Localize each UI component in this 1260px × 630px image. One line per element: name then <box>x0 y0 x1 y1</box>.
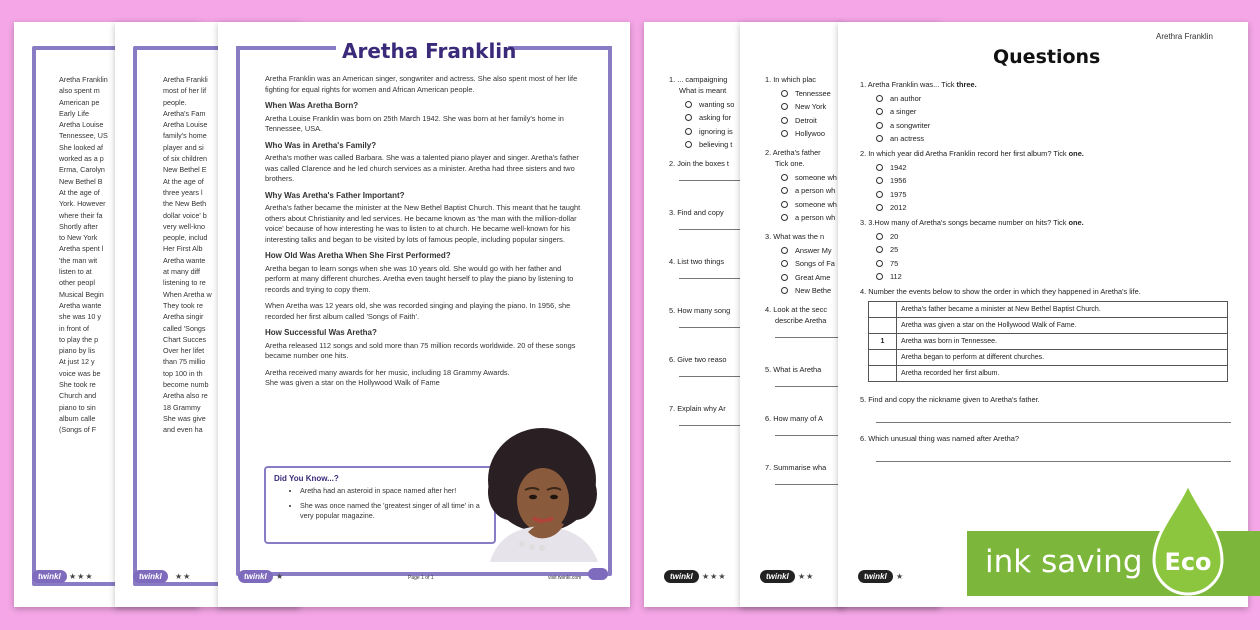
questions-title: Questions <box>993 46 1101 68</box>
radio-circle[interactable] <box>876 135 883 142</box>
text-line: Over her lifet <box>163 346 205 356</box>
ink-saving-label: ink saving <box>985 544 1143 580</box>
text-line: Aretha also re <box>163 391 208 401</box>
option-label: a singer <box>890 107 917 116</box>
option-label: ignoring is <box>699 126 733 136</box>
partner-logo <box>588 568 608 580</box>
order-number-cell[interactable]: 1 <box>869 334 897 350</box>
answer-option[interactable] <box>860 93 1230 104</box>
text-line: worked as a p <box>59 154 104 164</box>
question-sub: Tick one. <box>775 159 805 168</box>
text-line: Aretha Frankli <box>163 75 208 84</box>
question-label: 5. How many song <box>669 306 731 315</box>
option-label: Detroit <box>795 115 817 125</box>
option-label: Tennessee <box>795 88 831 98</box>
radio-circle[interactable] <box>685 141 692 148</box>
difficulty-stars: ★ <box>896 572 905 581</box>
text-line: dollar voice' b <box>163 210 207 220</box>
table-row <box>869 366 1228 382</box>
answer-option[interactable] <box>860 162 1230 173</box>
text-line: Church and <box>59 391 97 401</box>
text-line: Aretha Louise <box>59 120 104 130</box>
text-line: Aretha Franklin <box>59 75 108 84</box>
text-line: Aretha singir <box>163 312 204 322</box>
option-label: New Bethe <box>795 286 832 295</box>
text-line: New Bethel E <box>163 165 207 175</box>
text-line: Aretha wante <box>163 255 206 265</box>
difficulty-stars: ★★ <box>175 572 192 581</box>
order-number-cell[interactable] <box>869 350 897 366</box>
text-line: most of her lif <box>163 86 207 96</box>
text-line: American pe <box>59 97 100 107</box>
option-label: a songwriter <box>890 120 931 130</box>
section-heading: Who Was in Aretha's Family? <box>265 140 377 150</box>
reading-body <box>265 74 585 395</box>
twinkl-logo: twinkl <box>858 570 893 583</box>
text-line: New Bethel B <box>59 176 103 186</box>
option-label: a person wh <box>795 186 836 195</box>
question-3-tick: one. <box>1068 218 1084 227</box>
text-line: where their fa <box>59 210 103 220</box>
answer-option[interactable] <box>860 133 1230 144</box>
aretha-portrait <box>480 420 610 562</box>
question-label: 3. Find and copy <box>669 208 724 217</box>
option-label: believing t <box>699 140 733 149</box>
question-2 <box>860 148 1230 159</box>
option-label: an actress <box>890 134 925 143</box>
text-line: Aretha spent l <box>59 244 104 254</box>
answer-option[interactable] <box>860 175 1230 186</box>
text-line: Shortly after <box>59 221 98 231</box>
option-label: Hollywoo <box>795 129 825 138</box>
text-line: piano by lis <box>59 346 95 356</box>
section-text: Aretha received many awards for her music, including 18 Grammy Awards. She was given a star on the Hollywood Walk of Fame <box>265 367 510 387</box>
text-line: of six children <box>163 154 207 164</box>
text-line: top 100 in th <box>163 368 203 378</box>
answer-option[interactable] <box>860 271 1230 282</box>
text-line: to New York <box>59 233 98 243</box>
text-line: Erma, Carolyn <box>59 165 105 175</box>
radio-circle[interactable] <box>781 247 788 254</box>
option-label: Answer My <box>795 245 832 255</box>
question-label: 4. Look at the secc <box>765 305 828 314</box>
radio-circle[interactable] <box>781 174 788 181</box>
section-text: Aretha released 112 songs and sold more than 75 million records worldwide. 20 of these songs became number one hits. <box>265 340 576 360</box>
order-number-cell[interactable] <box>869 366 897 382</box>
option-label: 1956 <box>890 176 907 185</box>
eco-badge-text: Eco <box>1164 548 1212 576</box>
text-line: Musical Begin <box>59 289 104 299</box>
difficulty-stars: ★★★ <box>702 572 727 581</box>
question-3 <box>860 217 1230 228</box>
radio-circle[interactable] <box>876 260 883 267</box>
answer-option[interactable] <box>860 244 1230 255</box>
text-line: people, includ <box>163 233 208 243</box>
did-you-know-item: • Aretha had an asteroid in space named after her! <box>300 486 486 496</box>
section-text: When Aretha was 12 years old, she was recorded singing and playing the piano. In 1956, she recorded her first album called 'Songs of Faith'. <box>265 301 571 321</box>
event-cell: Aretha was given a star on the Hollywood Walk of Fame. <box>897 318 1228 334</box>
radio-circle[interactable] <box>876 273 883 280</box>
text-line: album calle <box>59 413 96 423</box>
page-title: Aretha Franklin <box>342 39 517 63</box>
text-line: than 75 millio <box>163 357 206 367</box>
radio-circle[interactable] <box>781 260 788 267</box>
radio-circle[interactable] <box>876 108 883 115</box>
text-line: piano to sin <box>59 402 96 412</box>
question-2-tick: one. <box>1068 149 1084 158</box>
question-label: 7. Summarise wha <box>765 463 827 472</box>
eco-leaf-icon <box>1150 482 1226 600</box>
table-row <box>869 350 1228 366</box>
radio-circle[interactable] <box>876 177 883 184</box>
text-line: also spent m <box>59 86 100 96</box>
text-line: the New Beth <box>163 199 207 209</box>
radio-circle[interactable] <box>876 246 883 253</box>
section-text: Aretha's father became the minister at the New Bethel Baptist Church. This meant that he taught others about Christianity and led services. He became known as 'the man with the million-dollar voice' because of how interesting he was to listen to at church. He became well-known for his interesting talks and began to be visited by lots of famous people, including popular singers. <box>265 203 581 244</box>
text-line: to play the p <box>59 334 99 344</box>
option-label: a person wh <box>795 213 836 222</box>
text-line: York. However <box>59 199 106 209</box>
text-line: (Songs of F <box>59 425 97 435</box>
twinkl-logo: twinkl <box>760 570 795 583</box>
order-number-cell[interactable] <box>869 318 897 334</box>
question-label: 1. ... campaigning <box>669 75 728 84</box>
event-cell: Aretha was born in Tennessee. <box>897 334 1228 350</box>
page-number: Page 1 of 1 <box>408 575 434 581</box>
question-label: 2. Join the boxes t <box>669 159 729 168</box>
question-3-text: 3. 3.How many of Aretha's songs became number on hits? Tick <box>860 218 1069 227</box>
event-cell: Aretha recorded her first album. <box>897 366 1228 382</box>
radio-circle[interactable] <box>876 233 883 240</box>
question-4: 4. Number the events below to show the order in which they happened in Aretha's life. <box>860 287 1141 296</box>
radio-circle[interactable] <box>876 191 883 198</box>
text-line: 'the man wit <box>59 255 98 265</box>
text-line: At just 12 y <box>59 357 95 367</box>
text-line: Aretha's Fam <box>163 108 206 118</box>
section-text: Aretha's mother was called Barbara. She was a talented piano player and singer. Aretha's father was called Clarence and he led church services as a minister. Aretha had three sisters and two brothers. <box>265 153 579 183</box>
radio-circle[interactable] <box>781 103 788 110</box>
radio-circle[interactable] <box>781 117 788 124</box>
question-label: 4. List two things <box>669 257 725 266</box>
option-label: 1975 <box>890 189 907 199</box>
text-line: They took re <box>163 300 203 310</box>
question-2-options <box>860 162 1230 214</box>
text-line: 18 Grammy <box>163 402 201 412</box>
option-label: New York <box>795 102 827 111</box>
text-line: very well-kno <box>163 221 205 231</box>
section-heading: How Old Was Aretha When She First Performed? <box>265 251 451 260</box>
text-line: listen to at <box>59 267 92 277</box>
text-line: Aretha Louise <box>163 120 208 130</box>
twinkl-logo: twinkl <box>238 570 273 583</box>
text-line: she was 10 y <box>59 312 101 322</box>
section-heading: Why Was Aretha's Father Important? <box>265 190 405 200</box>
option-label: 25 <box>890 245 899 254</box>
text-line: listening to re <box>163 278 206 288</box>
radio-circle[interactable] <box>781 287 788 294</box>
section-text: Aretha began to learn songs when she was 10 years old. She would go with her father and perform at many different churches. Aretha even taught herself to play the piano by listening to records and trying to copy them. <box>265 263 574 294</box>
question-5: 5. Find and copy the nickname given to Aretha's father. <box>860 395 1040 404</box>
text-line: She took re <box>59 380 96 390</box>
option-label: someone wh <box>795 199 837 209</box>
questions-list <box>860 79 1230 462</box>
questions-header: Arethra Franklin <box>1156 32 1213 41</box>
question-sub: What is meant <box>679 86 727 95</box>
radio-circle[interactable] <box>685 128 692 135</box>
answer-option[interactable] <box>860 231 1230 242</box>
text-line: and even ha <box>163 425 203 435</box>
reading-sheet <box>218 22 630 607</box>
option-label: 112 <box>890 272 902 281</box>
radio-circle[interactable] <box>876 95 883 102</box>
text-line: At the age of <box>163 176 204 186</box>
radio-circle[interactable] <box>781 214 788 221</box>
text-line: Aretha wante <box>59 300 102 310</box>
order-number-cell[interactable] <box>869 302 897 318</box>
question-1 <box>860 79 1230 90</box>
text-line: When Aretha w <box>163 289 212 299</box>
answer-line[interactable] <box>876 411 1231 423</box>
text-line: at many diff <box>163 267 201 277</box>
question-label: 6. How many of A <box>765 414 823 423</box>
question-1-options <box>860 93 1230 145</box>
question-1-tick: three. <box>956 80 977 89</box>
text-line: She was give <box>163 413 206 423</box>
question-label: 6. Give two reaso <box>669 355 727 364</box>
difficulty-stars: ★★ <box>798 572 815 581</box>
question-label: 5. What is Aretha <box>765 365 822 374</box>
text-line: She looked af <box>59 142 103 152</box>
twinkl-logo: twinkl <box>133 570 168 583</box>
option-label: 2012 <box>890 203 907 212</box>
text-line: other peopl <box>59 278 95 288</box>
text-line: Her First Alb <box>163 244 203 254</box>
option-label: asking for <box>699 113 732 122</box>
difficulty-stars: ★ <box>276 572 285 581</box>
text-line: Early Life <box>59 108 89 118</box>
order-table <box>868 301 1228 382</box>
table-row <box>869 334 1228 350</box>
option-label: 20 <box>890 231 899 241</box>
question-label: 7. Explain why Ar <box>669 404 726 413</box>
event-cell: Aretha's father became a minister at New Bethel Baptist Church. <box>897 302 1228 318</box>
radio-circle[interactable] <box>876 204 883 211</box>
text-line: people. <box>163 97 187 107</box>
option-label: 75 <box>890 258 899 268</box>
question-2-text: 2. In which year did Aretha Franklin record her first album? Tick <box>860 149 1069 158</box>
radio-circle[interactable] <box>685 101 692 108</box>
question-6: 6. Which unusual thing was named after Aretha? <box>860 434 1019 443</box>
intro-paragraph: Aretha Franklin was an American singer, songwriter and actress. She also spent most of her life fighting for equal rights for women and African American people. <box>265 74 578 94</box>
section-heading: When Was Aretha Born? <box>265 101 359 110</box>
radio-circle[interactable] <box>685 114 692 121</box>
radio-circle[interactable] <box>781 90 788 97</box>
option-label: someone wh <box>795 172 837 182</box>
text-line: voice was be <box>59 368 101 378</box>
text-line: At the age of <box>59 187 100 197</box>
text-line: family's home <box>163 131 207 141</box>
did-you-know-box <box>264 466 496 544</box>
radio-circle[interactable] <box>781 274 788 281</box>
table-row <box>869 318 1228 334</box>
question-label: 3. What was the n <box>765 232 825 241</box>
text-line: three years l <box>163 187 203 197</box>
reading-sections <box>265 101 585 389</box>
question-3-options <box>860 231 1230 283</box>
text-line: player and si <box>163 142 204 152</box>
twinkl-logo: twinkl <box>664 570 699 583</box>
option-label: 1942 <box>890 162 907 172</box>
question-label: 1. In which plac <box>765 75 816 84</box>
section-text: Aretha Louise Franklin was born on 25th March 1942. She was born at her family's home in Tennessee, USA. <box>265 113 564 133</box>
answer-option[interactable] <box>860 258 1230 269</box>
answer-option[interactable] <box>860 120 1230 131</box>
difficulty-stars: ★★★ <box>69 572 94 581</box>
section-heading: How Successful Was Aretha? <box>265 328 377 337</box>
answer-option[interactable] <box>860 202 1230 213</box>
answer-option[interactable] <box>860 106 1230 117</box>
text-line: Tennessee, US <box>59 131 108 141</box>
text-line: become numb <box>163 380 209 390</box>
question-sub: describe Aretha <box>775 316 827 325</box>
text-line: in front of <box>59 323 89 333</box>
option-label: Great Ame <box>795 272 831 282</box>
answer-line[interactable] <box>876 450 1231 462</box>
text-line: called 'Songs <box>163 323 206 333</box>
radio-circle[interactable] <box>876 164 883 171</box>
twinkl-url: visit twinkl.com <box>548 575 582 581</box>
twinkl-logo: twinkl <box>32 570 67 583</box>
did-you-know-item: • She was once named the 'greatest singer of all time' in a very popular magazine. <box>300 501 486 521</box>
did-you-know-heading: Did You Know...? <box>274 474 339 483</box>
option-label: Songs of Fa <box>795 259 835 268</box>
radio-circle[interactable] <box>876 122 883 129</box>
radio-circle[interactable] <box>781 201 788 208</box>
text-line: Chart Succes <box>163 334 207 344</box>
question-1-text: 1. Aretha Franklin was... Tick <box>860 80 957 89</box>
option-label: an author <box>890 93 922 103</box>
answer-option[interactable] <box>860 189 1230 200</box>
radio-circle[interactable] <box>781 130 788 137</box>
option-label: wanting so <box>699 99 735 109</box>
event-cell: Aretha began to perform at different churches. <box>897 350 1228 366</box>
question-label: 2. Aretha's father <box>765 148 821 157</box>
radio-circle[interactable] <box>781 187 788 194</box>
table-row <box>869 302 1228 318</box>
